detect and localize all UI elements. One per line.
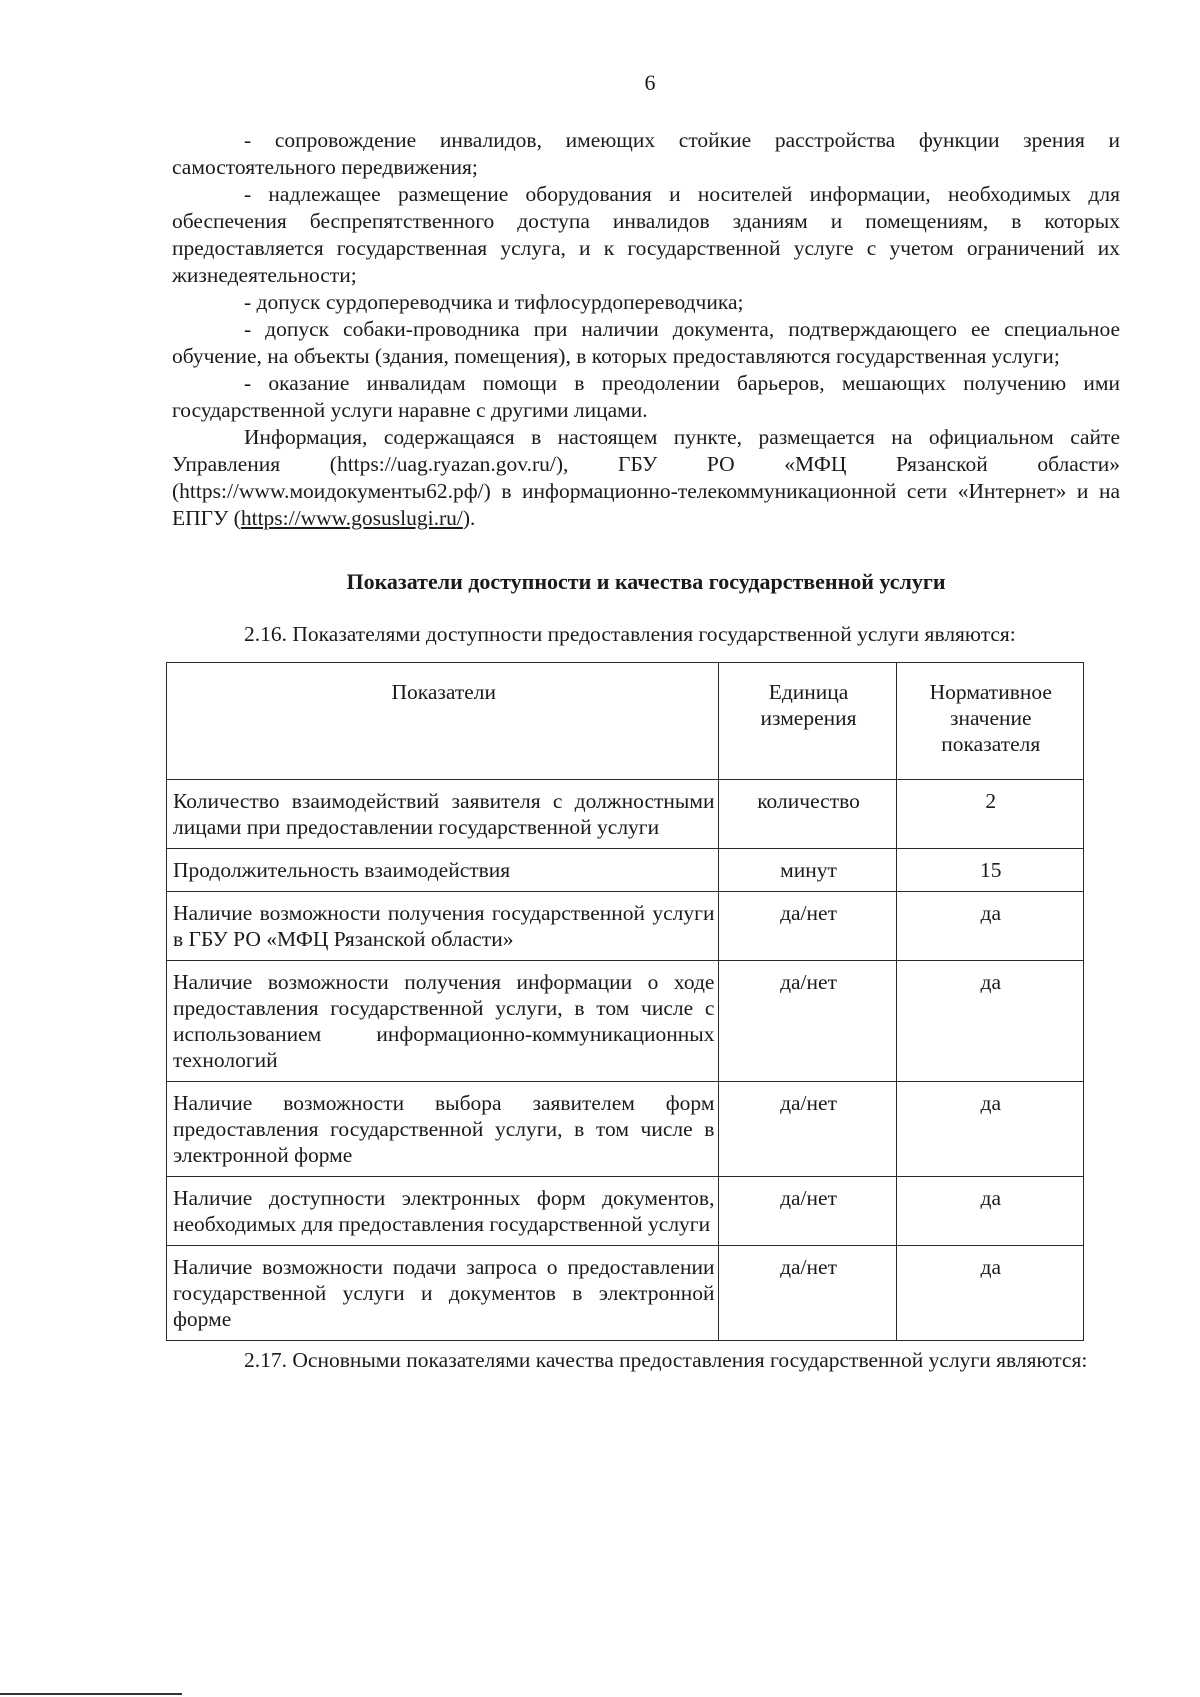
table-row: [167, 1177, 1084, 1246]
row-name: Наличие возможности выбора заявителем форм предоставления государственной услуги, в том числе в электронной форме: [167, 1082, 719, 1177]
row-unit: минут: [719, 849, 896, 892]
header-norm: Нормативное значение показателя: [896, 663, 1083, 780]
paragraph-assistance: - оказание инвалидам помощи в преодолении барьеров, мешающих получению ими государственной услуги наравне с другими лицами.: [172, 371, 1120, 422]
table-row: [167, 1246, 1084, 1341]
info-text: Информация, содержащаяся в настоящем пункте, размещается на официальном сайте Управления (https://uag.ryazan.gov.ru/), ГБУ РО «МФЦ Рязанской области» (https://www.моидокументы62.рф/) в информационно-телекоммуникационной сети «Интернет» и на ЕПГУ (: [172, 425, 1120, 530]
row-norm: 15: [896, 849, 1083, 892]
row-name: Наличие доступности электронных форм документов, необходимых для предоставления государственной услуги: [167, 1177, 719, 1246]
indicators-table: [166, 662, 1084, 1341]
intro-paragraph: 2.16. Показателями доступности предоставления государственной услуги являются:: [244, 622, 1016, 646]
table-row: [167, 961, 1084, 1082]
table-row: [167, 892, 1084, 961]
row-unit: да/нет: [719, 892, 896, 961]
table-header-row: [167, 663, 1084, 780]
row-norm: да: [896, 961, 1083, 1082]
footnote-divider: [0, 1693, 182, 1695]
row-norm: да: [896, 1177, 1083, 1246]
section-title: Показатели доступности и качества государственной услуги: [346, 569, 946, 594]
table-row: [167, 849, 1084, 892]
row-unit: да/нет: [719, 961, 896, 1082]
table-row: [167, 780, 1084, 849]
row-name: Наличие возможности подачи запроса о предоставлении государственной услуги и документов в электронной форме: [167, 1246, 719, 1341]
document-body: [172, 127, 1120, 1374]
row-norm: 2: [896, 780, 1083, 849]
closing-paragraph: 2.17. Основными показателями качества предоставления государственной услуги являются:: [244, 1348, 1088, 1372]
paragraph-guide-dog: - допуск собаки-проводника при наличии документа, подтверждающего ее специальное обучение, на объекты (здания, помещения), в которых предоставляются государственная услуги;: [172, 317, 1120, 368]
row-norm: да: [896, 1082, 1083, 1177]
info-text-end: ).: [462, 506, 476, 530]
page-number: 6: [644, 70, 656, 95]
paragraph-equipment: - надлежащее размещение оборудования и носителей информации, необходимых для обеспечения беспрепятственного доступа инвалидов зданиям и помещениям, в которых предоставляется государственная услуга, и к государственной услуге с учетом ограничений их жизнедеятельности;: [172, 182, 1120, 287]
row-unit: да/нет: [719, 1246, 896, 1341]
gosuslugi-link[interactable]: https://www.gosuslugi.ru/: [240, 506, 463, 530]
row-unit: количество: [719, 780, 896, 849]
paragraph-sign-interpreter: - допуск сурдопереводчика и тифлосурдопереводчика;: [244, 290, 744, 314]
row-name: Количество взаимодействий заявителя с должностными лицами при предоставлении государственной услуги: [167, 780, 719, 849]
row-unit: да/нет: [719, 1177, 896, 1246]
row-name: Наличие возможности получения информации о ходе предоставления государственной услуги, в том числе с использованием информационно-коммуникационных технологий: [167, 961, 719, 1082]
row-name: Наличие возможности получения государственной услуги в ГБУ РО «МФЦ Рязанской области»: [167, 892, 719, 961]
header-unit: Единица измерения: [719, 663, 896, 780]
paragraph-escort: - сопровождение инвалидов, имеющих стойкие расстройства функции зрения и самостоятельного передвижения;: [172, 128, 1120, 179]
table-row: [167, 1082, 1084, 1177]
row-norm: да: [896, 1246, 1083, 1341]
row-unit: да/нет: [719, 1082, 896, 1177]
row-name: Продолжительность взаимодействия: [167, 849, 719, 892]
paragraph-info: [172, 424, 1120, 532]
row-norm: да: [896, 892, 1083, 961]
header-indicators: Показатели: [167, 663, 719, 780]
